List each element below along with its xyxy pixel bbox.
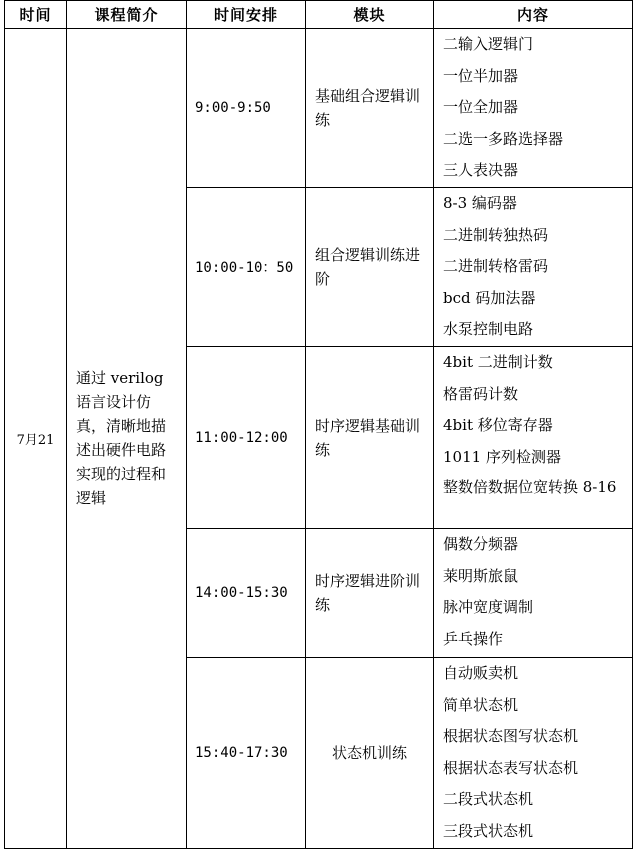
content-item: 根据状态图写状态机 xyxy=(443,727,579,746)
content-item: 一位半加器 xyxy=(443,66,519,85)
content-item: 整数倍数据位宽转换 8-16 xyxy=(443,478,617,497)
content-item: 三人表决器 xyxy=(443,161,519,180)
content-item: 二进制转格雷码 xyxy=(443,257,549,276)
time-cell: 15:40-17:30 xyxy=(187,658,306,849)
content-item: 水泵控制电路 xyxy=(443,320,534,339)
schedule-sheet xyxy=(4,0,632,848)
intro-cell: 通过 verilog 语言设计仿真，清晰地描述出硬件电路实现的过程和逻辑 xyxy=(67,29,187,849)
content-item: bcd 码加法器 xyxy=(443,288,536,307)
header-module: 模块 xyxy=(306,1,434,29)
content-cell xyxy=(434,188,633,347)
header-intro: 课程简介 xyxy=(67,1,187,29)
header-content: 内容 xyxy=(434,1,633,29)
module-cell: 时序逻辑基础训练 xyxy=(306,347,434,529)
content-item: 偶数分频器 xyxy=(443,535,519,553)
content-item: 莱明斯旅鼠 xyxy=(443,566,519,585)
content-cell xyxy=(434,29,633,188)
module-cell: 组合逻辑训练进阶 xyxy=(306,188,434,347)
content-item: 二选一多路选择器 xyxy=(443,129,564,148)
time-cell: 11:00-12:00 xyxy=(187,347,306,529)
content-item: 4bit 移位寄存器 xyxy=(443,416,553,435)
content-item: 乒乓操作 xyxy=(443,629,504,648)
content-item: 二进制转独热码 xyxy=(443,225,549,244)
module-cell: 时序逻辑进阶训练 xyxy=(306,529,434,658)
content-item: 根据状态表写状态机 xyxy=(443,758,579,777)
content-item: 8-3 编码器 xyxy=(443,194,517,212)
content-item: 三段式状态机 xyxy=(443,821,534,840)
time-cell: 9:00-9:50 xyxy=(187,29,306,188)
content-item: 简单状态机 xyxy=(443,695,519,714)
table-row xyxy=(5,29,633,188)
content-item: 二输入逻辑门 xyxy=(443,35,534,53)
header-row xyxy=(5,1,633,29)
content-item: 自动贩卖机 xyxy=(443,664,519,682)
content-cell xyxy=(434,529,633,658)
content-cell xyxy=(434,658,633,849)
content-item: 脉冲宽度调制 xyxy=(443,598,534,617)
time-cell: 14:00-15:30 xyxy=(187,529,306,658)
content-item: 4bit 二进制计数 xyxy=(443,353,553,371)
header-schedule: 时间安排 xyxy=(187,1,306,29)
date-cell: 7月21 xyxy=(5,29,67,849)
content-cell xyxy=(434,347,633,529)
header-time: 时间 xyxy=(5,1,67,29)
module-cell: 基础组合逻辑训练 xyxy=(306,29,434,188)
content-item: 1011 序列检测器 xyxy=(443,447,561,466)
content-item: 二段式状态机 xyxy=(443,790,534,809)
schedule-table xyxy=(4,0,633,849)
content-item: 一位全加器 xyxy=(443,98,519,117)
module-cell: 状态机训练 xyxy=(306,658,434,849)
content-item: 格雷码计数 xyxy=(443,384,519,403)
time-cell: 10:00-10：50 xyxy=(187,188,306,347)
